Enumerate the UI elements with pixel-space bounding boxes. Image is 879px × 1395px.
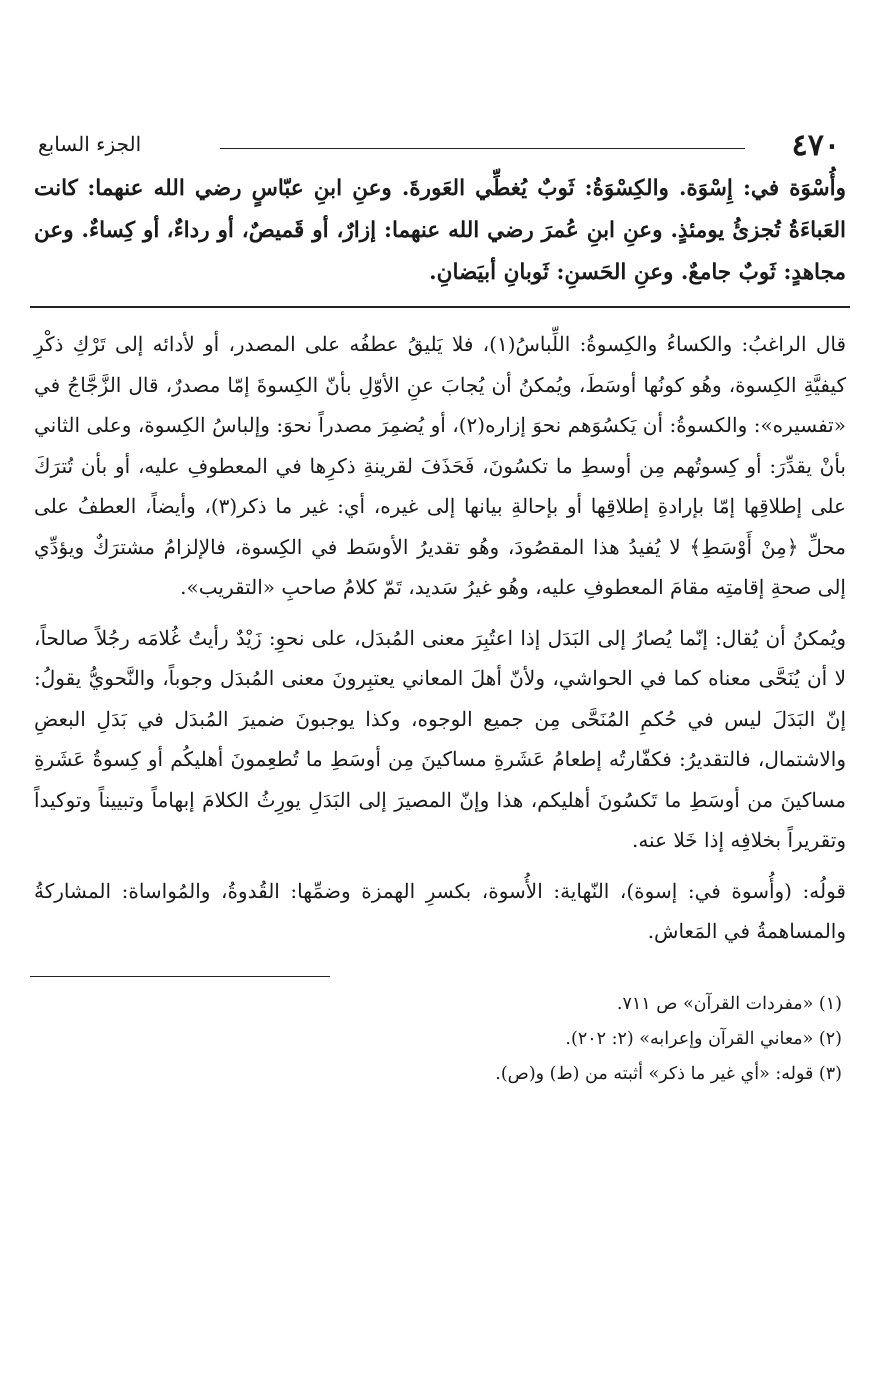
footnote-divider — [30, 976, 330, 977]
footnote: (١) «مفردات القرآن» ص ٧١١. — [616, 993, 842, 1014]
footnote: (٣) قوله: «أي غير ما ذكر» أثبته من (ط) و(ص). — [495, 1063, 842, 1084]
running-title: الجزء السابع — [38, 132, 142, 156]
footnotes — [30, 987, 850, 1092]
main-text-line: كانت العَباءَةُ تُجزئُ يومئذٍ. وعنِ ابنِ عُمرَ رضي الله عنهما: إزارٌ، أو قَميصٌ، أو رداءٌ، — [34, 176, 847, 243]
commentary — [30, 324, 850, 952]
main-text-line: وأُسْوَة في: إِسْوَة. والكِسْوَةُ: ثَوبٌ يُغطِّي العَورةَ. وعنِ ابنِ عبّاسٍ رضي الله عنهما: — [87, 176, 846, 201]
main-divider — [30, 306, 850, 308]
page-number: ٤٧٠ — [791, 128, 840, 163]
commentary-paragraph: قولُه: (وأُسوة في: إسوة)، النّهاية: الأُسوة، بكسرِ الهمزة وضمِّها: القُدوةُ، والمُواساة: المشاركةُ والمساهمةُ في المَعاش. — [34, 878, 846, 943]
main-text — [30, 168, 850, 294]
book-page — [30, 110, 850, 1092]
footnote: (٢) «معاني القرآن وإعرابه» (٢: ٢٠٢). — [565, 1028, 842, 1049]
commentary-paragraph: قال الراغبُ: والكساءُ والكِسوةُ: اللِّباسُ(١)، فلا يَليقُ عطفُه على المصدر، أو لأدائه إلى تَرْكِ ذكْرِ كيفيَّةِ الكِسوة، وهُو كونُها أوسَطَ، ويُمكنُ أن يُجابَ عنِ الأوّلِ بأنّ الكِسوةَ إمّا مصدرٌ، قال الزَّجَّاجُ في «تفسيره»: والكسوةُ: أن يَكسُوَهم نحوَ إزاره(٢)، أو يُضمِرَ مصدراً نحوَ: وإلباسُ الكِسوة، وعلى الثاني بأنْ يقدِّرَ: أو كِسوتُهم مِن أوسطِ ما تكسُونَ، فَحَذَفَ لقرينةِ ذكرِها في المعطوفِ عليه، أو بأن تُترَكَ على إطلاقِها إمّا بإرادةِ إطلاقِها أو بإحالةِ بيانها إلى غيره، أي: غير ما ذكر(٣)، وأيضاً، العطفُ على محلِّ ﴿مِنْ أَوْسَطِ﴾ لا يُفيدُ هذا المقصُودَ، وهُو تقديرُ الأوسَط في الكِسوة، فالإلزامُ مشترَكٌ ويؤدِّي إلى صحةِ إقامتِه مقامَ المعطوفِ عليه، وهُو غيرُ سَديد، تَمّ كلامُ صاحبِ «التقريب». — [34, 332, 847, 599]
header-rule — [220, 148, 745, 149]
commentary-paragraph: ويُمكنُ أن يُقال: إنّما يُصارُ إلى البَدَل إذا اعتُبِرَ معنى المُبدَل، على نحوِ: زَيْدٌ رأيتُ غُلامَه رجُلاً صالحاً، لا أن يُنَحَّى معناه كما في الحواشي، ولأنّ أهلَ المعاني يعتبِرونَ معنى المُبدَل وجوباً، والنَّحويُّ يقولُ: إنّ البَدَلَ ليس في حُكمِ المُنَحَّى مِن جميع الوجوه، وكذا يوجبونَ ضميرَ المُبدَل في بَدَلِ البعضِ والاشتمال، فالتقديرُ: فكفّارتُه إطعامُ عَشَرةِ مساكينَ مِن أوسَطِ ما تُطعِمونَ أهليكُم أو كِسوةُ عَشَرةِ مساكينَ من أوسَطِ ما تَكسُونَ أهليكم، هذا وإنّ المصيرَ إلى البَدَلِ يورِثُ الكلامَ إبهاماً وتبييناً وتوكيداً وتقريراً بخلافِه إذا خَلا عنه. — [34, 625, 847, 852]
main-text-line: أو كِساءٌ. وعن مجاهدٍ: ثَوبٌ جامعٌ. وعنِ الحَسنِ: ثَوبانِ أبيَضانِ. — [34, 218, 846, 285]
page-header — [30, 110, 850, 163]
